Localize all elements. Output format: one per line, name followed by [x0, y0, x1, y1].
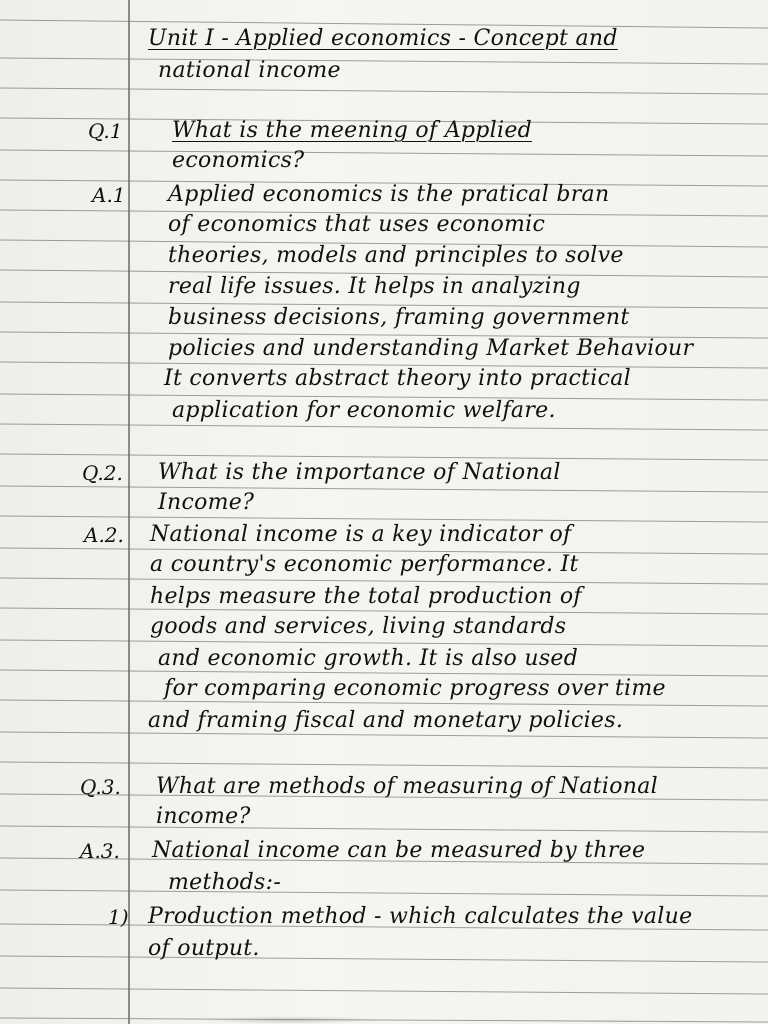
method-1-line-2: of output. [148, 936, 260, 961]
question-1-label: Q.1 [88, 119, 123, 143]
answer-1-line-7: It converts abstract theory into practical [164, 366, 631, 391]
method-1-label: 1) [108, 905, 129, 929]
answer-1-line-5: business decisions, framing government [168, 305, 630, 330]
question-2-label: Q.2. [82, 461, 123, 485]
answer-2-line-5: and economic growth. It is also used [158, 646, 579, 671]
answer-2-line-4: goods and services, living standards [150, 614, 567, 639]
answer-1-line-1: Applied economics is the pratical bran [168, 182, 610, 207]
question-3-label: Q.3. [80, 775, 121, 799]
question-2-line-1: What is the importance of National [158, 460, 561, 485]
question-1-line-1: What is the meening of Applied [172, 118, 533, 143]
title-line-2: national income [158, 58, 341, 83]
answer-1-line-3: theories, models and principles to solve [168, 243, 624, 268]
margin-line [128, 0, 130, 1024]
title-line-1: Unit I - Applied economics - Concept and [148, 26, 618, 51]
question-3-line-1: What are methods of measuring of National [156, 774, 659, 799]
answer-3-line-2: methods:- [168, 870, 282, 895]
answer-2-line-1: National income is a key indicator of [150, 522, 572, 547]
answer-2-line-7: and framing fiscal and monetary policies. [148, 708, 624, 733]
answer-1-label: A.1 [92, 183, 126, 207]
answer-2-label: A.2. [84, 523, 124, 547]
question-3-line-2: income? [156, 804, 251, 829]
answer-1-line-8: application for economic welfare. [172, 398, 556, 423]
page-smudge [200, 1016, 380, 1024]
question-1-line-2: economics? [172, 148, 305, 173]
answer-3-line-1: National income can be measured by three [152, 838, 646, 863]
answer-2-line-6: for comparing economic progress over time [164, 676, 666, 701]
method-1-line-1: Production method - which calculates the value [148, 904, 693, 929]
question-2-line-2: Income? [158, 490, 255, 515]
answer-1-line-2: of economics that uses economic [168, 212, 546, 237]
answer-3-label: A.3. [80, 839, 120, 863]
answer-2-line-2: a country's economic performance. It [150, 552, 579, 577]
answer-1-line-4: real life issues. It helps in analyzing [168, 274, 581, 299]
answer-1-line-6: policies and understanding Market Behaviour [168, 336, 694, 361]
answer-2-line-3: helps measure the total production of [150, 584, 582, 609]
